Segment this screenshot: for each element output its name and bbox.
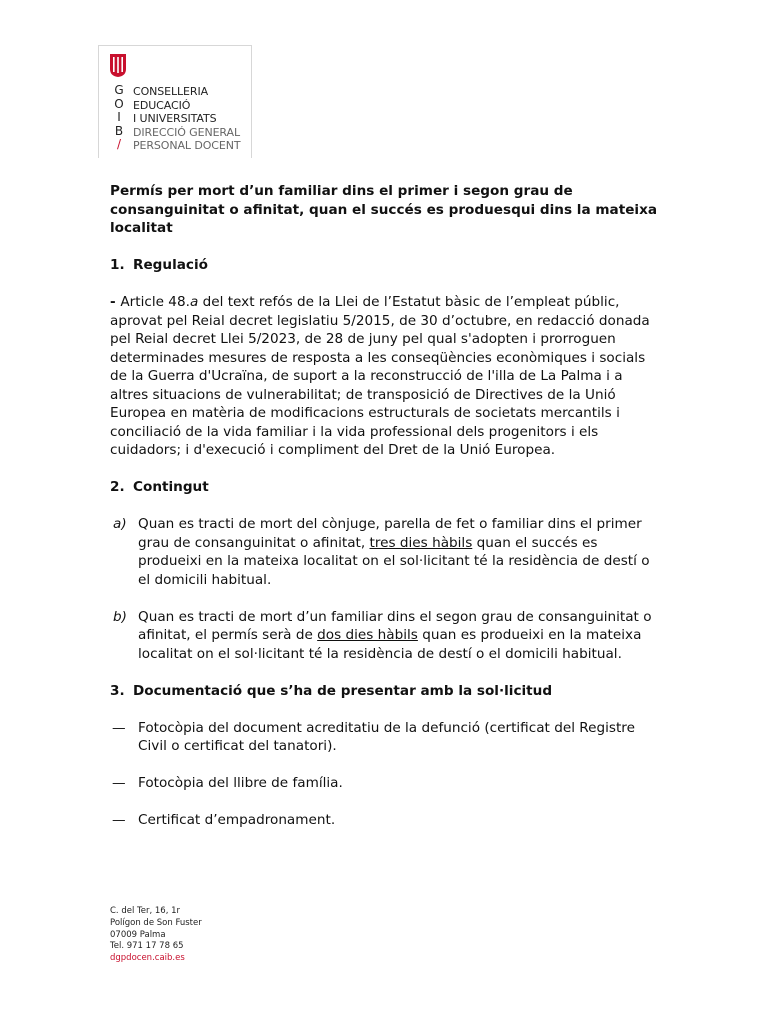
document-item <box>110 719 660 756</box>
document-item <box>110 811 660 830</box>
logo-letter: G <box>114 83 124 97</box>
logo-line: DIRECCIÓ GENERAL <box>133 125 240 139</box>
dash-marker: — <box>112 775 126 791</box>
list-marker: a) <box>113 516 127 532</box>
dash-marker: — <box>112 719 126 736</box>
document-text: Certificat d’empadronament. <box>138 812 336 828</box>
section-heading-regulation <box>110 256 660 275</box>
logo-letters <box>113 84 125 152</box>
footer-line: 07009 Palma <box>110 929 166 940</box>
section-heading-content <box>110 478 660 497</box>
list-marker: b) <box>113 608 127 625</box>
footer-address <box>110 906 202 965</box>
footer-line: C. del Ter, 16, 1r <box>110 906 181 916</box>
article-ref: Article 48. <box>120 294 190 310</box>
logo-line: CONSELLERIA <box>133 85 209 98</box>
section-number: 1. <box>110 257 125 273</box>
item-text: quan es produeixi en la mateixa localitat on el sol·licitant té la residència de destí o el domicili habitual. <box>138 627 642 662</box>
section-number: 3. <box>110 682 125 699</box>
document-body <box>110 182 660 830</box>
item-highlight: dos dies hàbils <box>317 627 418 643</box>
content-item-a <box>110 515 660 589</box>
item-text: Quan es tracti de mort del cònjuge, parella de fet o familiar dins el primer grau de consanguinitat o afinitat, <box>138 516 642 551</box>
document-text: Fotocòpia del document acreditatiu de la defunció (certificat del Registre Civil o certificat del tanatori). <box>138 719 635 754</box>
item-text: quan el succés es produeixi en la mateixa localitat on el sol·licitant té la residència de destí o el domicili habitual. <box>138 534 650 588</box>
footer-phone: Tel. 971 17 78 65 <box>110 941 184 952</box>
section-title: Contingut <box>133 479 209 495</box>
bullet-dash: - <box>110 294 121 310</box>
regulation-paragraph <box>110 293 660 460</box>
goib-logo <box>98 45 252 158</box>
article-letter: a <box>189 294 199 310</box>
logo-letter: B <box>114 123 124 138</box>
document-text: Fotocòpia del llibre de família. <box>138 775 343 791</box>
footer-line: Polígon de Son Fuster <box>110 917 202 928</box>
logo-letter: O <box>114 96 124 111</box>
logo-line: EDUCACIÓ <box>133 98 191 112</box>
section-heading-documentation <box>110 682 660 701</box>
logo-letter: I <box>117 110 121 125</box>
section-number: 2. <box>110 479 125 495</box>
item-text: Quan es tracti de mort d’un familiar dins el segon grau de consanguinitat o afinitat, el permís serà de <box>138 608 652 643</box>
logo-text <box>133 85 240 153</box>
document-title: Permís per mort d’un familiar dins el primer i segon grau de consanguinitat o afinitat, quan el succés es produesqui dins la mateixa localitat <box>110 183 658 236</box>
logo-line: PERSONAL DOCENT <box>133 139 241 153</box>
logo-slash: / <box>116 137 122 152</box>
item-highlight: tres dies hàbils <box>369 534 473 551</box>
footer-website-link[interactable]: dgpdocen.caib.es <box>110 953 185 964</box>
logo-line: I UNIVERSITATS <box>133 112 217 126</box>
regulation-text: del text refós de la Llei de l’Estatut bàsic de l’empleat públic, aprovat pel Reial decret legislatiu 5/2015, de 30 d’octubre, en redacció donada pel Reial decret Llei 5/2023, de 28 de juny pel qual s'adopten i prorroguen determinades mesures de resposta a les conseqüències econòmiques i socials de la Guerra d'Ucraïna, de suport a la reconstrucció de l'illa de La Palma i a altres situacions de vulnerabilitat; de transposició de Directives de la Unió Europea en matèria de modificacions estructurals de societats mercantils i conciliació de la vida familiar i la vida professional dels progenitors i els cuidadors; i d'execució i compliment del Dret de la Unió Europea. <box>110 294 650 458</box>
section-title: Documentació que s’ha de presentar amb la sol·licitud <box>133 682 553 699</box>
document-item <box>110 774 660 793</box>
coat-of-arms-icon <box>109 52 127 78</box>
section-title: Regulació <box>133 257 208 273</box>
content-item-b <box>110 608 660 664</box>
dash-marker: — <box>112 812 126 828</box>
